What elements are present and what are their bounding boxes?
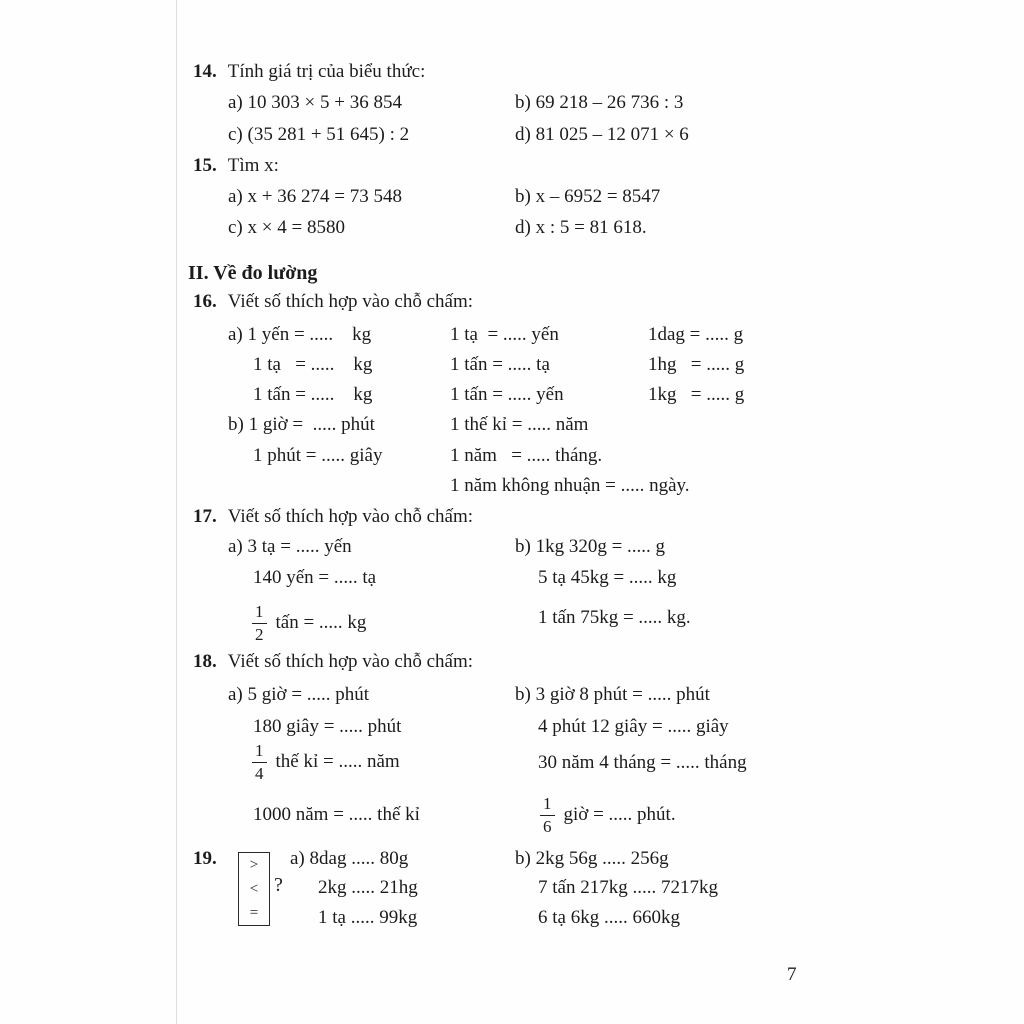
question-mark: ? xyxy=(274,874,283,896)
fraction-numerator: 1 xyxy=(252,602,267,624)
exercise-19a-row3: 1 tạ ..... 99kg xyxy=(318,907,418,928)
exercise-16a-col3-row1: 1dag = ..... g xyxy=(648,324,744,345)
exercise-18b-row4 xyxy=(540,791,676,839)
exercise-16b-col1-row1: b) 1 giờ = ..... phút xyxy=(228,414,375,435)
exercise-18a-row3 xyxy=(252,738,400,786)
exercise-15-item-d: d) x : 5 = 81 618. xyxy=(515,217,647,238)
exercise-15-item-c: c) x × 4 = 8580 xyxy=(228,217,345,238)
section-heading: II. Về đo lường xyxy=(188,262,318,284)
exercise-18-number: 18. xyxy=(193,651,217,672)
exercise-14-number: 14. xyxy=(193,61,217,82)
equals-symbol: = xyxy=(249,904,259,921)
exercise-18a-row2: 180 giây = ..... phút xyxy=(253,716,402,737)
exercise-19b-row2: 7 tấn 217kg ..... 7217kg xyxy=(538,877,718,898)
fraction-one-sixth xyxy=(540,794,555,836)
exercise-18-title: Viết số thích hợp vào chỗ chấm: xyxy=(227,651,474,672)
page-edge-line xyxy=(176,0,177,1024)
exercise-19b-row1: b) 2kg 56g ..... 256g xyxy=(515,848,669,869)
exercise-18b-row2: 4 phút 12 giây = ..... giây xyxy=(538,716,729,737)
exercise-15-item-a: a) x + 36 274 = 73 548 xyxy=(228,186,402,207)
fraction-denominator: 2 xyxy=(255,624,264,644)
exercise-17a-row1: a) 3 tạ = ..... yến xyxy=(228,536,352,557)
fraction-numerator: 1 xyxy=(252,741,267,763)
exercise-16a-col3-row2: 1hg = ..... g xyxy=(648,354,745,375)
less-than-symbol: < xyxy=(249,880,259,897)
exercise-18-header xyxy=(193,650,473,674)
exercise-15-header xyxy=(193,154,279,178)
exercise-18a-row3-text: thế kỉ = ..... năm xyxy=(275,751,400,772)
exercise-18a-row4: 1000 năm = ..... thế kỉ xyxy=(253,804,420,825)
exercise-15-item-b: b) x – 6952 = 8547 xyxy=(515,186,661,207)
exercise-16-header xyxy=(193,290,473,314)
greater-than-symbol: > xyxy=(249,856,259,873)
exercise-14-header xyxy=(193,60,425,84)
exercise-16-number: 16. xyxy=(193,291,217,312)
exercise-17b-row2: 5 tạ 45kg = ..... kg xyxy=(538,567,677,588)
fraction-one-half xyxy=(252,602,267,644)
exercise-17a-row3-text: tấn = ..... kg xyxy=(275,612,367,633)
exercise-19a-row2: 2kg ..... 21hg xyxy=(318,877,418,898)
exercise-17a-row3 xyxy=(252,599,366,647)
exercise-17-title: Viết số thích hợp vào chỗ chấm: xyxy=(227,506,474,527)
exercise-18b-row3: 30 năm 4 tháng = ..... tháng xyxy=(538,752,747,773)
fraction-one-quarter xyxy=(252,741,267,783)
exercise-18b-row1: b) 3 giờ 8 phút = ..... phút xyxy=(515,684,710,705)
exercise-17-header xyxy=(193,505,473,529)
fraction-denominator: 6 xyxy=(543,816,552,836)
exercise-17b-row1: b) 1kg 320g = ..... g xyxy=(515,536,666,557)
fraction-denominator: 4 xyxy=(255,763,264,783)
exercise-16b-col2-row2: 1 năm = ..... tháng. xyxy=(450,445,603,466)
exercise-16a-col1-row2: 1 tạ = ..... kg xyxy=(253,354,373,375)
exercise-14-item-c: c) (35 281 + 51 645) : 2 xyxy=(228,124,410,145)
exercise-15-number: 15. xyxy=(193,155,217,176)
exercise-14-item-a: a) 10 303 × 5 + 36 854 xyxy=(228,92,402,113)
exercise-15-title: Tìm x: xyxy=(227,155,279,176)
exercise-14-item-b: b) 69 218 – 26 736 : 3 xyxy=(515,92,684,113)
exercise-16a-col2-row3: 1 tấn = ..... yến xyxy=(450,384,564,405)
exercise-16b-col1-row2: 1 phút = ..... giây xyxy=(253,445,383,466)
exercise-16a-col3-row3: 1kg = ..... g xyxy=(648,384,745,405)
exercise-14-item-d: d) 81 025 – 12 071 × 6 xyxy=(515,124,689,145)
exercise-16-title: Viết số thích hợp vào chỗ chấm: xyxy=(227,291,474,312)
exercise-18a-row1: a) 5 giờ = ..... phút xyxy=(228,684,370,705)
exercise-17a-row2: 140 yến = ..... tạ xyxy=(253,567,377,588)
comparison-symbols-box xyxy=(238,852,270,926)
exercise-14-title: Tính giá trị của biểu thức: xyxy=(227,61,426,82)
exercise-17b-row3: 1 tấn 75kg = ..... kg. xyxy=(538,607,691,628)
exercise-16b-col2-row3: 1 năm không nhuận = ..... ngày. xyxy=(450,475,690,496)
exercise-16a-col1-row3: 1 tấn = ..... kg xyxy=(253,384,373,405)
exercise-16b-col2-row1: 1 thế kỉ = ..... năm xyxy=(450,414,589,435)
fraction-numerator: 1 xyxy=(540,794,555,816)
page-number: 7 xyxy=(787,964,797,985)
exercise-19a-row1: a) 8dag ..... 80g xyxy=(290,848,409,869)
exercise-18b-row4-text: giờ = ..... phút. xyxy=(563,804,676,825)
exercise-16a-col2-row2: 1 tấn = ..... tạ xyxy=(450,354,550,375)
exercise-16a-col1-row1: a) 1 yến = ..... kg xyxy=(228,324,372,345)
exercise-19b-row3: 6 tạ 6kg ..... 660kg xyxy=(538,907,680,928)
exercise-17-number: 17. xyxy=(193,506,217,527)
exercise-16a-col2-row1: 1 tạ = ..... yến xyxy=(450,324,559,345)
exercise-19-number: 19. xyxy=(193,848,217,869)
